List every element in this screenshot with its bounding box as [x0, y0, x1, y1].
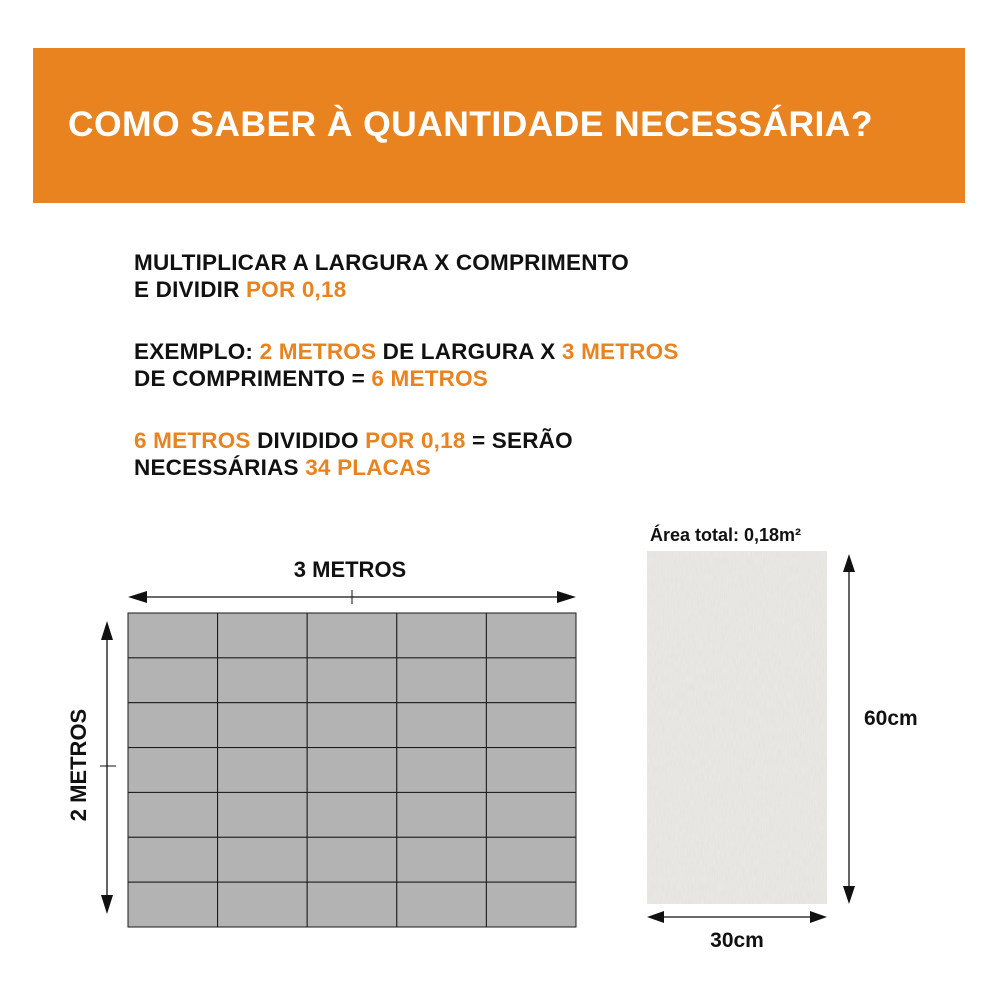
- wall-tile: [307, 837, 397, 882]
- arrow-down-icon: [843, 886, 855, 904]
- wall-tile: [128, 792, 218, 837]
- example-label: EXEMPLO:: [134, 339, 260, 364]
- arrow-right-icon: [810, 911, 827, 923]
- wall-tile: [218, 882, 308, 927]
- page-title: COMO SABER À QUANTIDADE NECESSÁRIA?: [68, 104, 873, 144]
- wall-tile: [397, 613, 487, 658]
- arrow-up-icon: [101, 621, 113, 640]
- wall-tile: [486, 748, 576, 793]
- result-count-highlight: 34 PLACAS: [305, 455, 431, 480]
- wall-tile: [486, 837, 576, 882]
- wall-tile: [218, 658, 308, 703]
- rule-line-1: MULTIPLICAR A LARGURA X COMPRIMENTO: [134, 250, 629, 275]
- result-area-highlight: 6 METROS: [134, 428, 251, 453]
- panel-texture: [647, 551, 827, 904]
- wall-height-label: 2 METROS: [66, 708, 91, 822]
- wall-tile: [128, 882, 218, 927]
- wall-tile: [218, 792, 308, 837]
- example-line-2-prefix: DE COMPRIMENTO =: [134, 366, 372, 391]
- arrow-up-icon: [843, 554, 855, 572]
- panel-width-dimension: [647, 911, 827, 923]
- result-line-2-prefix: NECESSÁRIAS: [134, 455, 306, 480]
- wall-tile: [307, 748, 397, 793]
- wall-tile: [218, 748, 308, 793]
- wall-tile: [218, 613, 308, 658]
- wall-tile: [128, 658, 218, 703]
- arrow-down-icon: [101, 895, 113, 914]
- rule-divisor-highlight: POR 0,18: [246, 277, 347, 302]
- wall-tile: [397, 837, 487, 882]
- wall-tile: [128, 748, 218, 793]
- wall-tile: [486, 658, 576, 703]
- result-middle: DIVIDIDO: [250, 428, 366, 453]
- panel-area-label: Área total: 0,18m²: [650, 525, 802, 545]
- wall-tile: [307, 658, 397, 703]
- wall-width-label: 3 METROS: [293, 557, 407, 582]
- example-length-highlight: 3 METROS: [561, 339, 679, 364]
- wall-tile: [128, 613, 218, 658]
- panel-width-label: 30cm: [710, 929, 764, 952]
- wall-width-dimension: [128, 590, 576, 604]
- wall-tile: [397, 792, 487, 837]
- wall-tile: [397, 882, 487, 927]
- wall-height-dimension: [100, 621, 116, 914]
- wall-tile: [486, 792, 576, 837]
- wall-tile: [218, 703, 308, 748]
- wall-tile-grid: [128, 613, 576, 927]
- example-width-highlight: 2 METROS: [259, 339, 377, 364]
- panel-height-label: 60cm: [864, 707, 918, 730]
- wall-tile: [486, 882, 576, 927]
- panel-height-dimension: [843, 554, 855, 904]
- arrow-left-icon: [128, 591, 147, 603]
- rule-line-2-prefix: E DIVIDIR: [134, 277, 247, 302]
- wall-tile: [307, 882, 397, 927]
- wall-tile: [128, 703, 218, 748]
- wall-tile: [218, 837, 308, 882]
- result-suffix: = SERÃO: [465, 428, 573, 453]
- example-middle: DE LARGURA X: [376, 339, 562, 364]
- wall-tile: [397, 748, 487, 793]
- arrow-left-icon: [647, 911, 664, 923]
- wall-tile: [307, 613, 397, 658]
- example-area-highlight: 6 METROS: [371, 366, 489, 391]
- wall-tile: [128, 837, 218, 882]
- wall-tile: [307, 703, 397, 748]
- result-divisor-highlight: POR 0,18: [365, 428, 466, 453]
- wall-tile: [397, 658, 487, 703]
- wall-tile: [486, 613, 576, 658]
- wall-tile: [307, 792, 397, 837]
- wall-tile: [397, 703, 487, 748]
- arrow-right-icon: [557, 591, 576, 603]
- wall-tile: [486, 703, 576, 748]
